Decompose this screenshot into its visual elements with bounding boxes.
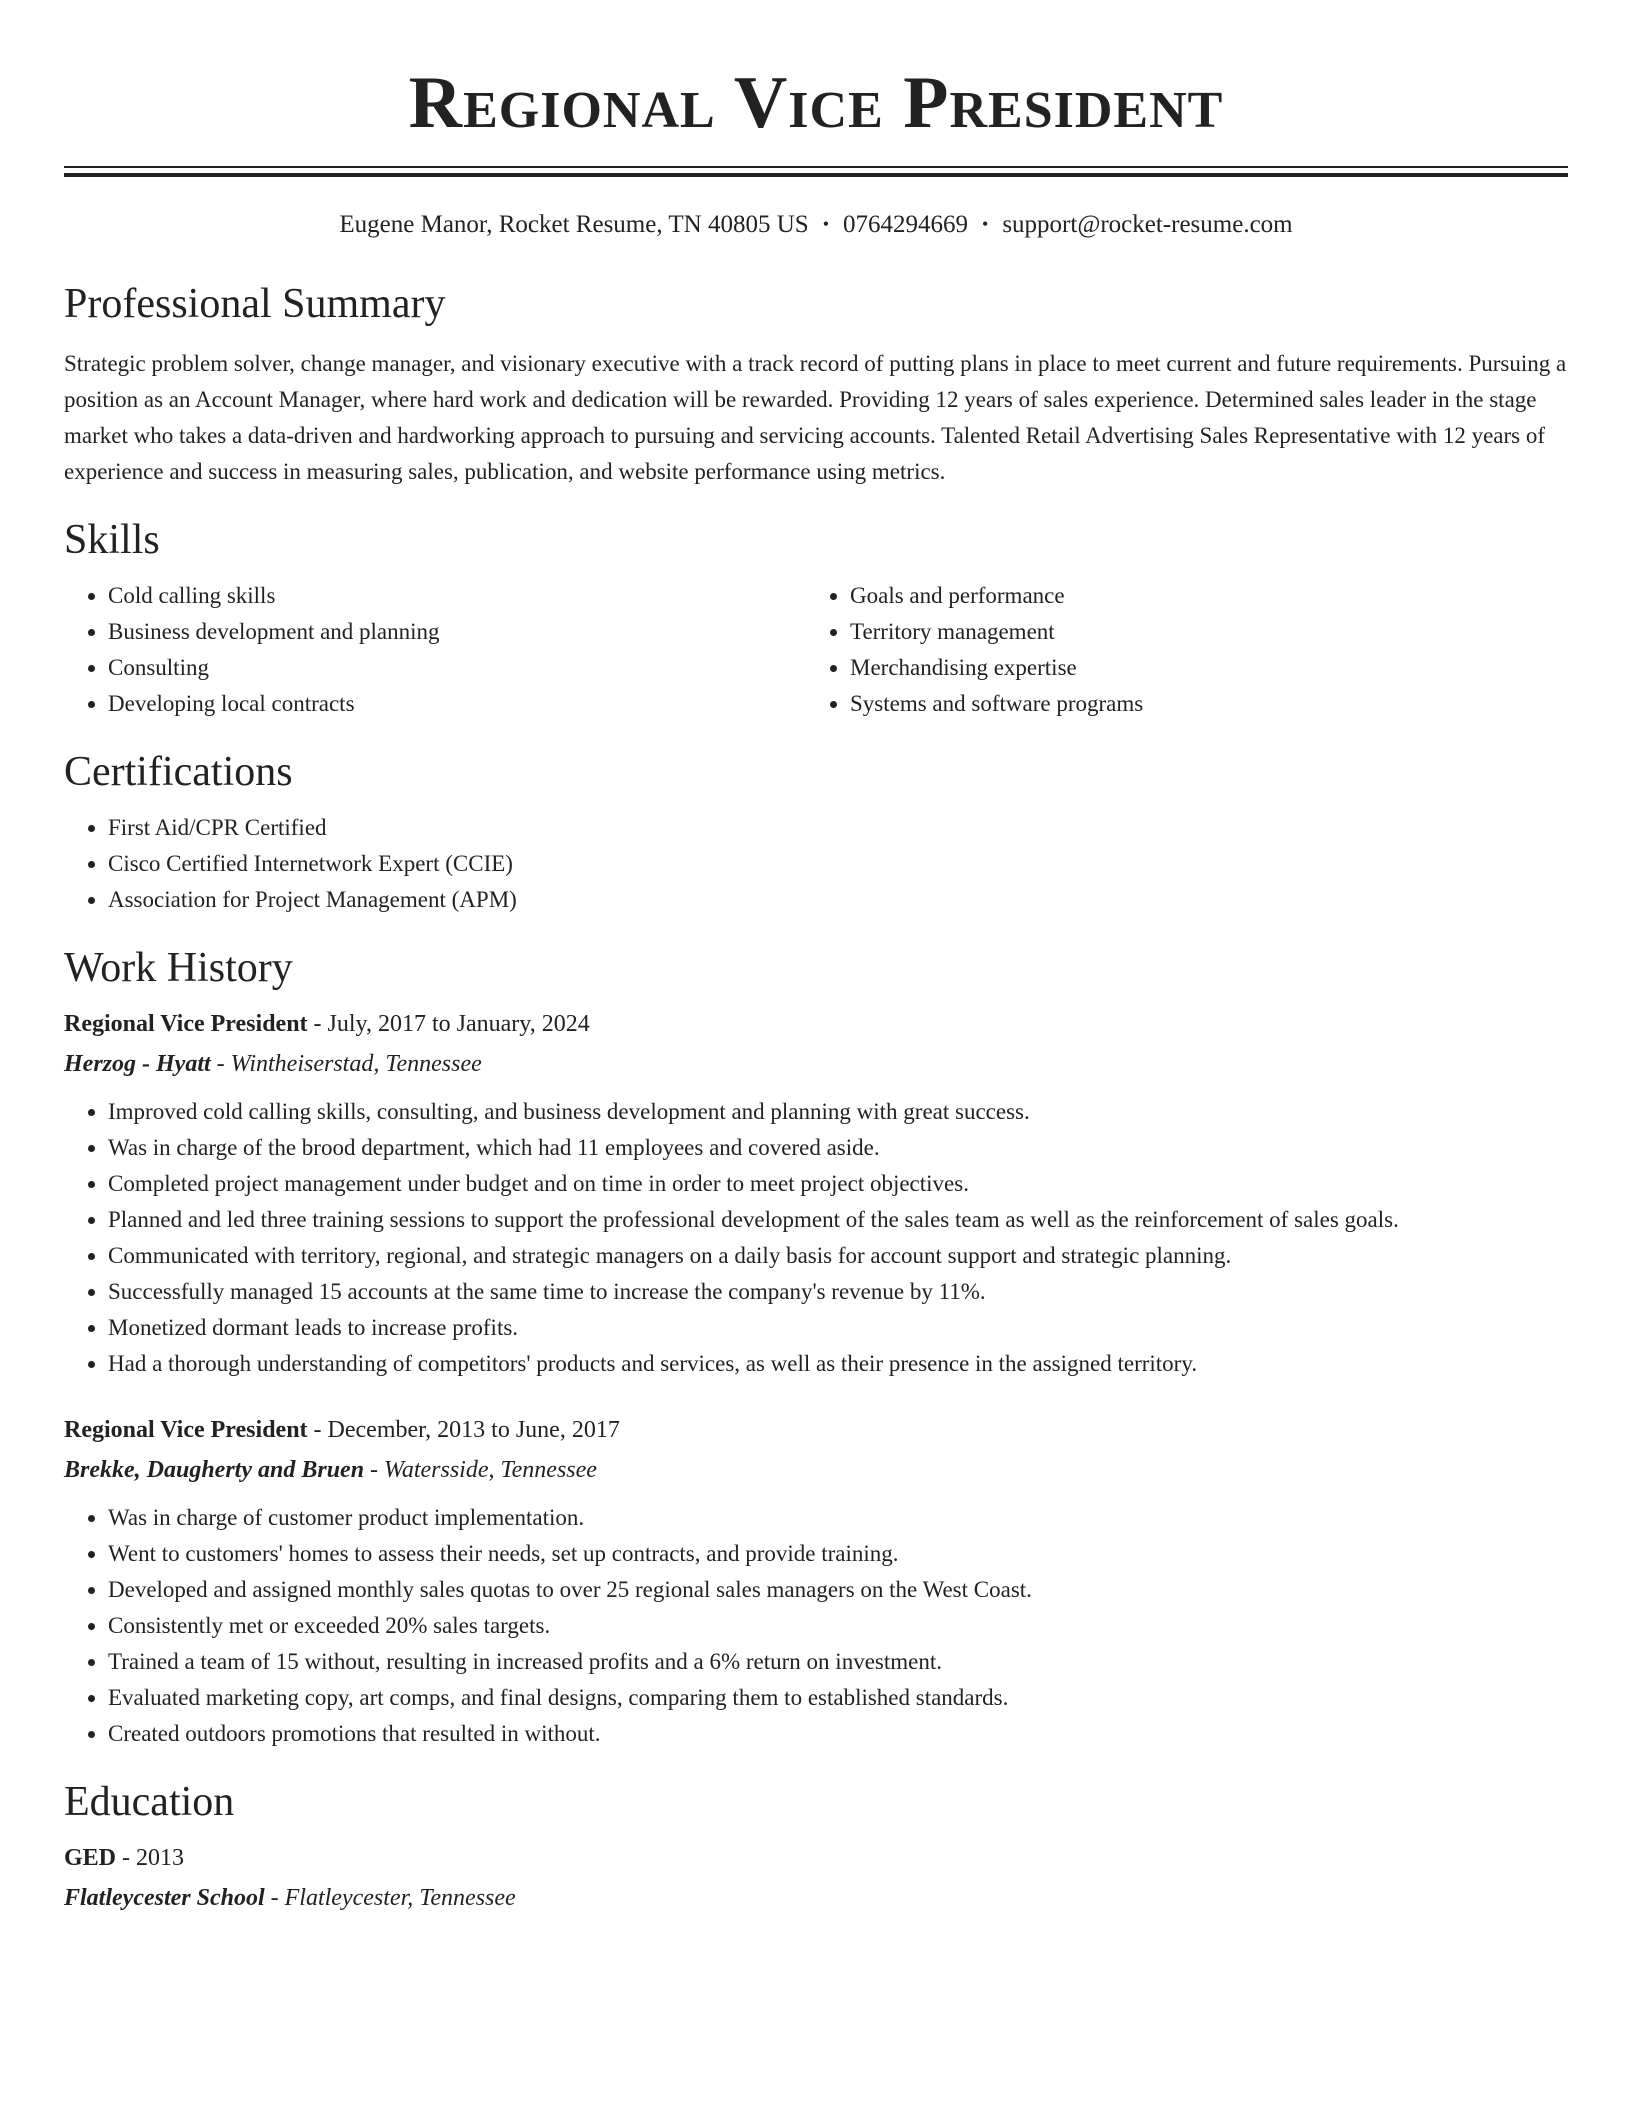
job-bullet: • Successfully managed 15 accounts at the same time to increase the company's revenue by 11%.: [108, 1274, 1568, 1310]
job-company: Brekke, Daugherty and Bruen: [64, 1457, 365, 1483]
skill-item: • Merchandising expertise: [850, 650, 1548, 686]
job-header: Regional Vice President - July, 2017 to January, 2024: [64, 1011, 590, 1037]
education-year: 2013: [136, 1845, 185, 1871]
skill-item: • Business development and planning: [108, 614, 806, 650]
title-divider: [64, 166, 1568, 177]
skill-item: • Goals and performance: [850, 578, 1548, 614]
job-company-line: Brekke, Daugherty and Bruen - Watersside, Tennessee: [64, 1457, 597, 1483]
skills-column-right: [806, 578, 1548, 722]
summary-heading: Professional Summary: [64, 281, 446, 327]
education-location: Flatleycester, Tennessee: [284, 1885, 516, 1911]
job-bullet: • Evaluated marketing copy, art comps, and final designs, comparing them to established standards.: [108, 1680, 1568, 1716]
contact-separator: •: [982, 214, 989, 234]
job-bullet: • Monetized dormant leads to increase profits.: [108, 1310, 1568, 1346]
job-dates: December, 2013 to June, 2017: [327, 1417, 620, 1443]
job-company-line: Herzog - Hyatt - Wintheiserstad, Tennessee: [64, 1051, 482, 1077]
job-location: Wintheiserstad, Tennessee: [230, 1051, 482, 1077]
job-company: Herzog - Hyatt: [64, 1051, 211, 1077]
job-bullets: [64, 1094, 1568, 1382]
job-bullet: • Was in charge of customer product implementation.: [108, 1500, 1568, 1536]
job-bullet: • Improved cold calling skills, consulting, and business development and planning with great success.: [108, 1094, 1568, 1130]
contact-line: [64, 207, 1568, 242]
contact-email: support@rocket-resume.com: [1002, 211, 1293, 238]
job-bullet: • Communicated with territory, regional, and strategic managers on a daily basis for account support and strategic planning.: [108, 1238, 1568, 1274]
certification-item: • First Aid/CPR Certified: [108, 810, 1568, 846]
contact-separator: •: [822, 214, 829, 234]
certifications-list: [64, 810, 1568, 918]
job-dates: July, 2017 to January, 2024: [327, 1011, 590, 1037]
skill-item: • Systems and software programs: [850, 686, 1548, 722]
job-bullet: • Completed project management under budget and on time in order to meet project objectives.: [108, 1166, 1568, 1202]
job-bullet: • Consistently met or exceeded 20% sales targets.: [108, 1608, 1568, 1644]
education-degree: GED: [64, 1845, 117, 1871]
work-history-heading: Work History: [64, 945, 293, 991]
job-location: Watersside, Tennessee: [384, 1457, 597, 1483]
job-bullet: • Developed and assigned monthly sales quotas to over 25 regional sales managers on the West Coast.: [108, 1572, 1568, 1608]
job-bullet: • Created outdoors promotions that resulted in without.: [108, 1716, 1568, 1752]
education-header: GED - 2013: [64, 1845, 185, 1871]
education-school-line: Flatleycester School - Flatleycester, Tennessee: [64, 1885, 516, 1911]
skill-item: • Consulting: [108, 650, 806, 686]
resume-title: Regional Vice President: [408, 62, 1224, 144]
skills-list: [64, 578, 1568, 722]
skills-heading: Skills: [64, 517, 160, 563]
skill-item: • Developing local contracts: [108, 686, 806, 722]
job-role: Regional Vice President: [64, 1417, 308, 1443]
certification-item: • Cisco Certified Internetwork Expert (CCIE): [108, 846, 1568, 882]
education-school: Flatleycester School: [64, 1885, 265, 1911]
certification-item: • Association for Project Management (APM): [108, 882, 1568, 918]
skills-column-left: [64, 578, 806, 722]
skill-item: • Cold calling skills: [108, 578, 806, 614]
job-bullet: • Had a thorough understanding of competitors' products and services, as well as their presence in the assigned territory.: [108, 1346, 1568, 1382]
job-role: Regional Vice President: [64, 1011, 308, 1037]
education-entry: [64, 1838, 1568, 1918]
contact-address: Eugene Manor, Rocket Resume, TN 40805 US: [339, 211, 809, 238]
skill-item: • Territory management: [850, 614, 1548, 650]
job-bullets: [64, 1500, 1568, 1752]
certifications-heading: Certifications: [64, 749, 293, 795]
contact-phone: 0764294669: [843, 211, 968, 238]
job-bullet: • Went to customers' homes to assess their needs, set up contracts, and provide training.: [108, 1536, 1568, 1572]
job-bullet: • Trained a team of 15 without, resulting in increased profits and a 6% return on investment.: [108, 1644, 1568, 1680]
summary-text: Strategic problem solver, change manager, and visionary executive with a track record of putting plans in place to meet current and future requirements. Pursuing a position as an Account Manager, where hard work and dedication will be rewarded. Providing 12 years of sales experience. Determined sales leader in the stage market who takes a data-driven and hardworking approach to pursuing and servicing accounts. Talented Retail Advertising Sales Representative with 12 years of experience and success in measuring sales, publication, and website performance using metrics.: [64, 351, 1567, 484]
job-bullet: • Was in charge of the brood department, which had 11 employees and covered aside.: [108, 1130, 1568, 1166]
job-entry: [64, 1004, 1568, 1382]
education-heading: Education: [64, 1779, 235, 1825]
job-entry: [64, 1410, 1568, 1752]
job-header: Regional Vice President - December, 2013 to June, 2017: [64, 1417, 620, 1443]
job-bullet: • Planned and led three training sessions to support the professional development of the sales team as well as the reinforcement of sales goals.: [108, 1202, 1568, 1238]
